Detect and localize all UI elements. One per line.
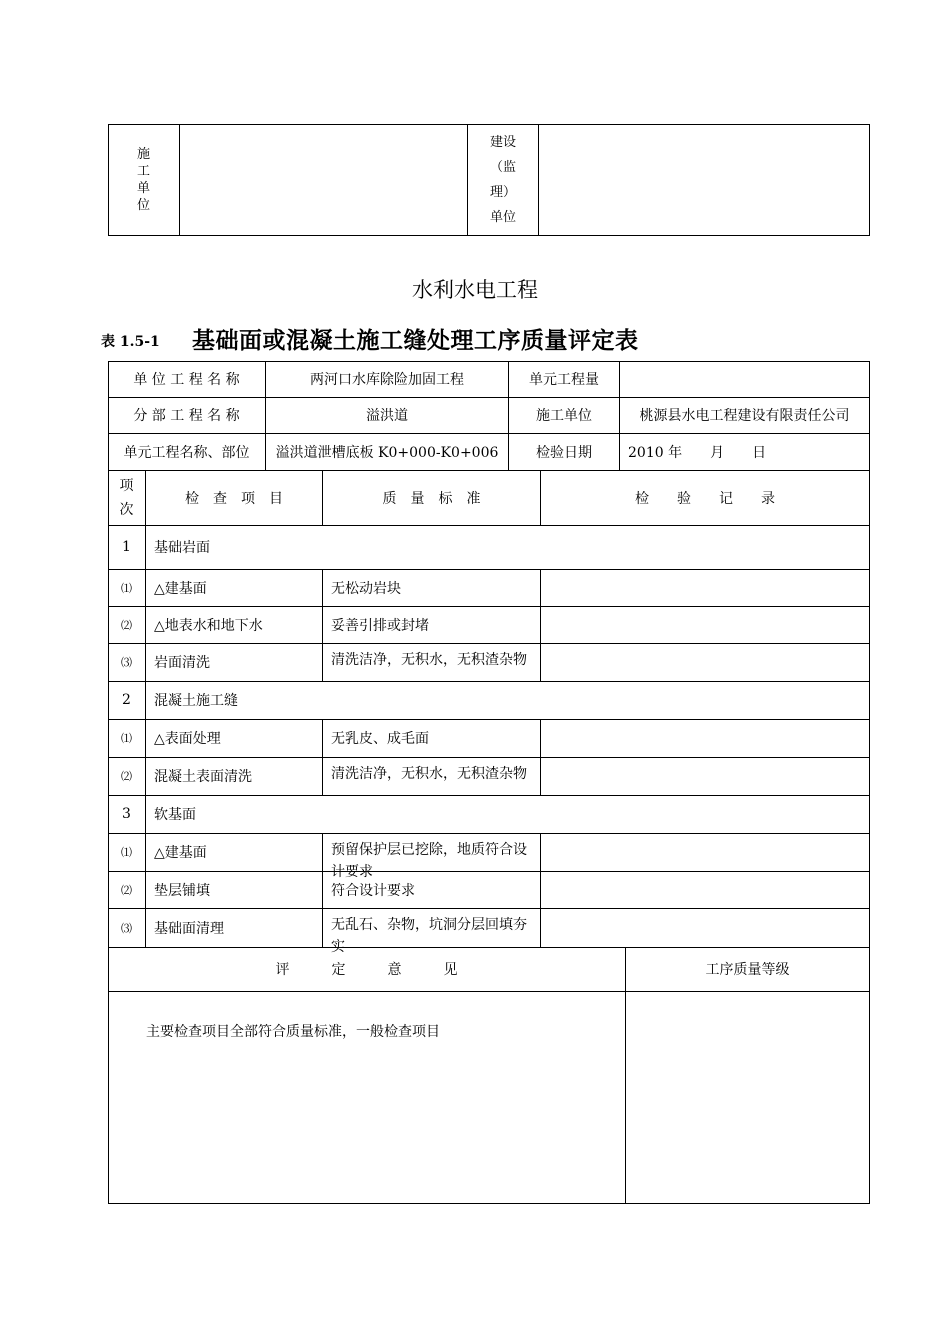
quality-standard: 无松动岩块 [331, 580, 401, 597]
quality-standard: 妥善引排或封堵 [331, 617, 429, 634]
inspection-item: △表面处理 [154, 731, 221, 747]
quality-standard: 无乱石、杂物，坑洞分层回填夯实 [331, 917, 527, 955]
column-header-item-no: 项 次 [119, 477, 134, 518]
inspection-item: 垫层铺填 [154, 882, 210, 899]
row-number: ⑴ [121, 732, 132, 745]
row-number: 2 [122, 692, 131, 708]
divider [108, 991, 870, 992]
inspection-item: 基础面清理 [154, 920, 224, 937]
section-heading: 混凝土施工缝 [154, 693, 238, 709]
section-heading: 软基面 [154, 807, 196, 823]
inspection-record-field[interactable] [541, 757, 869, 795]
unit-project-name-value[interactable]: 两河口水库除险加固工程 [310, 372, 464, 388]
evaluation-opinion-text[interactable]: 主要检查项目全部符合质量标准，一般检查项目 [146, 1024, 440, 1040]
sub-project-name-value[interactable]: 溢洪道 [366, 408, 408, 424]
inspection-item: △地表水和地下水 [154, 617, 263, 634]
inspection-item: △建基面 [154, 580, 207, 597]
element-quantity-label: 单元工程量 [529, 372, 599, 388]
row-number: ⑴ [121, 846, 132, 859]
inspection-date-value[interactable]: 2010 年 月 日 [628, 444, 767, 461]
page-subtitle: 水利水电工程 [412, 278, 538, 302]
column-header-inspection-item: 检 查 项 目 [185, 490, 283, 507]
inspection-record-field[interactable] [541, 871, 869, 908]
row-number: ⑵ [121, 883, 132, 897]
inspection-record-field[interactable] [541, 569, 869, 606]
inspection-date-label: 检验日期 [536, 444, 592, 461]
quality-standard: 预留保护层已挖除，地质符合设计要求 [331, 842, 527, 880]
row-number: ⑶ [121, 921, 132, 935]
inspection-record-field[interactable] [541, 833, 869, 871]
process-quality-grade-label: 工序质量等级 [705, 962, 790, 978]
form-title: 基础面或混凝土施工缝处理工序质量评定表 [192, 327, 639, 354]
element-quantity-value[interactable] [620, 361, 869, 397]
inspection-record-field[interactable] [541, 606, 869, 643]
inspection-record-field[interactable] [541, 719, 869, 757]
quality-standard: 无乳皮、成毛面 [331, 731, 429, 747]
column-header-inspection-record: 检 验 记 录 [635, 490, 775, 507]
row-number: ⑵ [121, 770, 132, 783]
inspection-item: 岩面清洗 [154, 655, 210, 671]
form-number: 表 1.5-1 [101, 334, 160, 350]
supervisor-unit-label: 建设 （监 理） 单位 [489, 135, 516, 225]
construction-unit-label: 施 工 单 位 [136, 147, 150, 213]
section-heading: 基础岩面 [154, 540, 210, 556]
row-number: ⑶ [121, 656, 132, 669]
supervisor-unit-value[interactable] [539, 124, 869, 236]
inspection-record-field[interactable] [541, 643, 869, 681]
quality-standard: 清洗洁净，无积水，无积渣杂物 [331, 652, 527, 668]
unit-project-name-label: 单 位 工 程 名 称 [133, 372, 240, 388]
quality-standard: 符合设计要求 [331, 882, 415, 899]
element-name-value[interactable]: 溢洪道泄槽底板 K0+000-K0+006 [275, 444, 499, 461]
inspection-record-field[interactable] [541, 908, 869, 947]
row-number: 1 [122, 539, 131, 555]
sub-project-name-label: 分 部 工 程 名 称 [133, 408, 240, 424]
contractor-value[interactable]: 桃源县水电工程建设有限责任公司 [639, 408, 850, 424]
row-number: ⑵ [121, 618, 132, 632]
contractor-label: 施工单位 [536, 408, 592, 424]
column-header-quality-standard: 质 量 标 准 [382, 490, 481, 507]
quality-standard: 清洗洁净，无积水，无积渣杂物 [331, 766, 527, 782]
evaluation-opinion-label: 评 定 意 见 [275, 962, 458, 978]
inspection-item: △建基面 [154, 845, 207, 861]
construction-unit-value[interactable] [180, 124, 467, 236]
element-name-label: 单元工程名称、部位 [123, 444, 250, 461]
row-number: ⑴ [121, 581, 132, 595]
row-number: 3 [122, 806, 131, 822]
inspection-item: 混凝土表面清洗 [154, 769, 252, 785]
